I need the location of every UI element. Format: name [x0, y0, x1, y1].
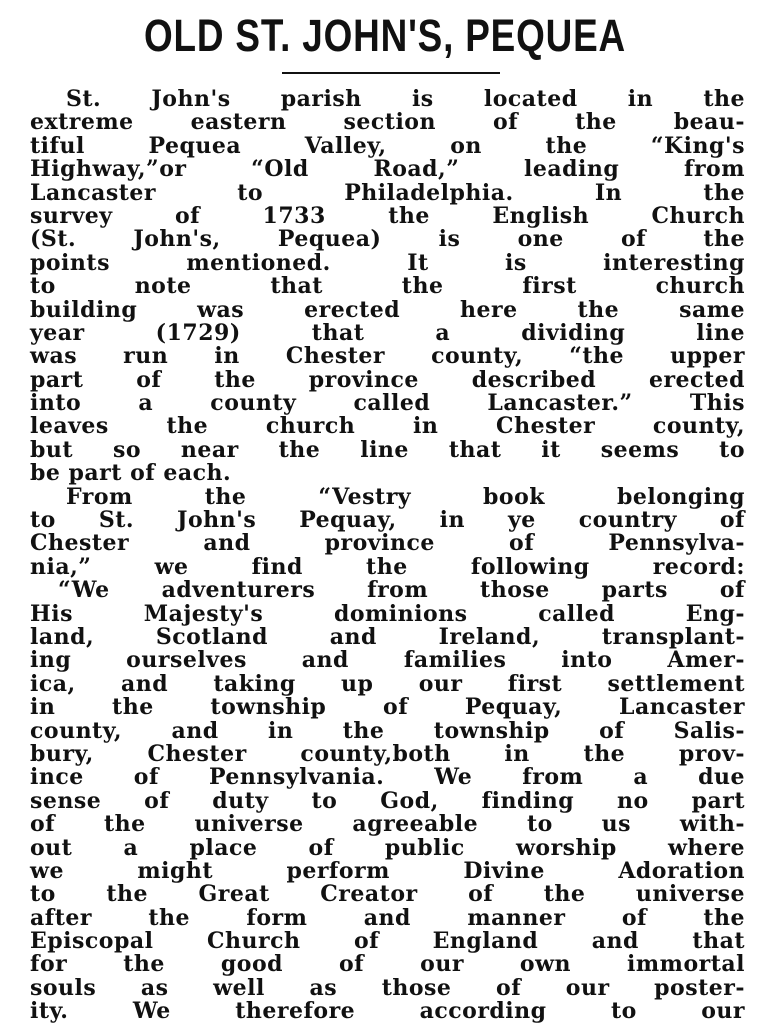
text-line: to note that the first church [30, 273, 745, 300]
text-line: From the “Vestry book belonging [66, 483, 745, 510]
text-line: year (1729) that a dividing line [30, 319, 745, 346]
text-line: ica, and taking up our first settlement [30, 670, 745, 697]
text-line: be part of each. [30, 460, 232, 487]
text-line: to the Great Creator of the universe [30, 881, 745, 908]
text-line: “We adventurers from those parts of [58, 577, 745, 604]
text-line: souls as well as those of our poster- [30, 974, 745, 1001]
text-line: Episcopal Church of England and that [30, 928, 745, 955]
text-line: bury, Chester county,both in the prov- [30, 740, 745, 767]
text-line: leaves the church in Chester county, [30, 413, 745, 440]
text-line: St. John's parish is located in the [66, 86, 745, 112]
text-line: Lancaster to Philadelphia. In the [30, 179, 745, 206]
text-line: Highway,”or “Old Road,” leading from [30, 156, 745, 183]
text-line: to St. John's Pequay, in ye country of [30, 507, 745, 534]
text-line: ing ourselves and families into Amer- [30, 647, 745, 674]
text-line: in the township of Pequay, Lancaster [30, 694, 745, 721]
text-line: for the good of our own immortal [30, 951, 745, 978]
text-line: out a place of public worship where [30, 834, 745, 861]
text-line: ince of Pennsylvania. We from a due [30, 764, 745, 791]
text-line: county, and in the township of Salis- [30, 717, 745, 744]
text-line: nia,” we find the following record: [30, 553, 745, 580]
text-line: His Majesty's dominions called Eng- [30, 600, 745, 627]
text-line: extreme eastern section of the beau- [30, 109, 745, 136]
text-line: part of the province described erected [30, 366, 745, 393]
text-line: ity. We therefore according to our [30, 998, 745, 1024]
text-line: after the form and manner of the [30, 904, 745, 931]
text-line: of the universe agreeable to us with- [30, 811, 745, 838]
text-line: into a county called Lancaster.” This [30, 390, 745, 417]
text-line: but so near the line that it seems to [30, 436, 745, 463]
text-line: (St. John's, Pequea) is one of the [30, 226, 745, 253]
text-line: sense of duty to God, finding no part [30, 787, 745, 814]
text-line: building was erected here the same [30, 296, 745, 323]
article-headline: OLD ST. JOHN'S, PEQUEA [143, 10, 626, 61]
text-line: survey of 1733 the English Church [30, 202, 745, 229]
text-line: tiful Pequea Valley, on the “King's [30, 132, 745, 159]
text-line: was run in Chester county, “the upper [30, 343, 745, 370]
text-line: points mentioned. It is interesting [30, 249, 745, 276]
headline-rule [282, 72, 500, 74]
text-line: land, Scotland and Ireland, transplant- [30, 623, 745, 650]
article-body [30, 88, 745, 1024]
text-line: we might perform Divine Adoration [30, 857, 745, 884]
text-line: Chester and province of Pennsylva- [30, 530, 745, 557]
